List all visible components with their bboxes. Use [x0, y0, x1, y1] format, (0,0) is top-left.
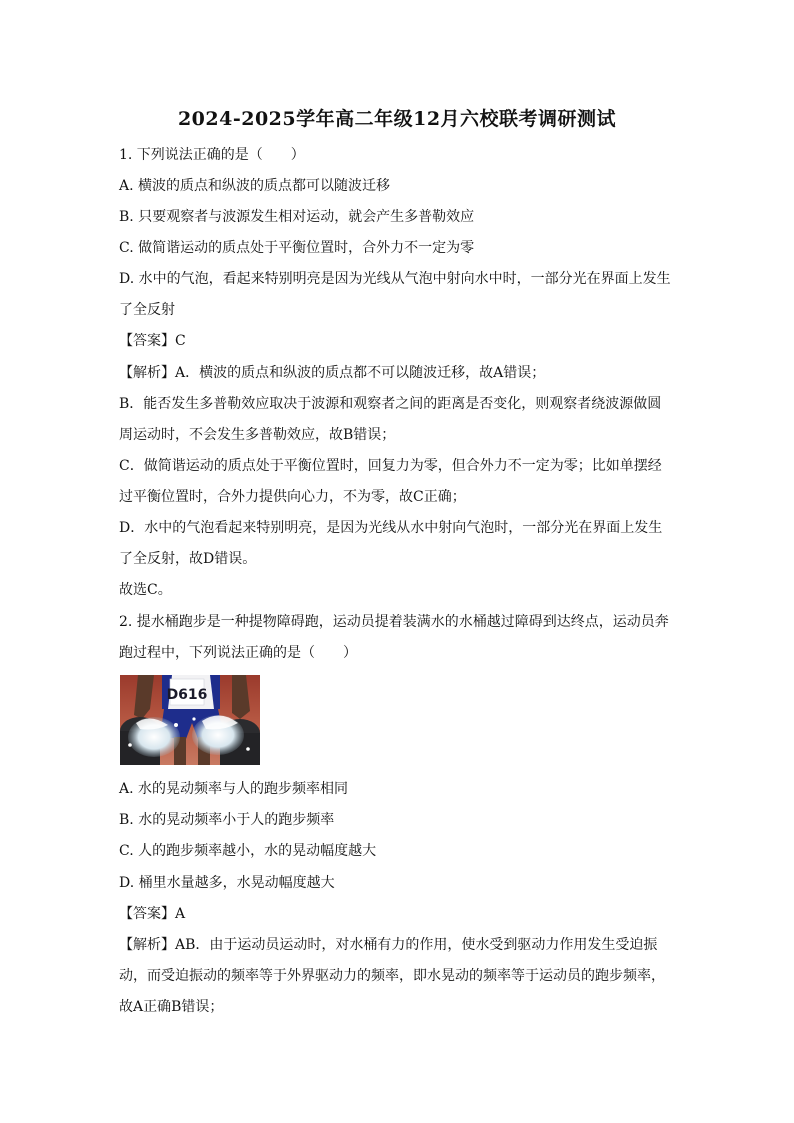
question-2-option-b: B. 水的晃动频率小于人的跑步频率	[119, 812, 335, 828]
question-1-analysis-line: 了全反射，故D错误。	[119, 551, 257, 567]
question-1-analysis-line: D．水中的气泡看起来特别明亮，是因为光线从水中射向气泡时，一部分光在界面上发生	[119, 520, 663, 536]
question-1-analysis-line: 过平衡位置时，合外力提供向心力，不为零，故C正确；	[119, 489, 466, 505]
question-1-stem: 1. 下列说法正确的是（ ）	[119, 147, 305, 163]
question-2-analysis-line: 【解析】AB．由于运动员运动时，对水桶有力的作用，使水受到驱动力作用发生受迫振	[119, 937, 658, 953]
question-2-option-a: A. 水的晃动频率与人的跑步频率相同	[119, 781, 349, 797]
question-2-stem-cont: 跑过程中，下列说法正确的是（ ）	[119, 645, 357, 661]
question-1-analysis-line: C．做简谐运动的质点处于平衡位置时，回复力为零，但合外力不一定为零；比如单摆经	[119, 458, 662, 474]
question-1-conclusion: 故选C。	[119, 582, 172, 598]
question-2-option-c: C. 人的跑步频率越小，水的晃动幅度越大	[119, 843, 377, 859]
question-2-analysis-line: 故A正确B错误；	[119, 999, 224, 1015]
bib-number: D616	[166, 687, 208, 703]
question-2-stem: 2. 提水桶跑步是一种提物障碍跑，运动员提着装满水的水桶越过障碍到达终点，运动员奔	[119, 614, 669, 630]
question-1-analysis-line: 【解析】A．横波的质点和纵波的质点都不可以随波迁移，故A错误；	[119, 365, 546, 381]
question-2-answer: 【答案】A	[119, 906, 186, 922]
question-1-answer: 【答案】C	[119, 333, 186, 349]
question-1-option-c: C. 做简谐运动的质点处于平衡位置时，合外力不一定为零	[119, 240, 475, 256]
runner-water-bucket-photo	[120, 675, 260, 765]
question-2-option-d: D. 桶里水量越多，水晃动幅度越大	[119, 875, 335, 891]
question-1-option-d-cont: 了全反射	[119, 302, 175, 318]
question-1-analysis-line: B．能否发生多普勒效应取决于波源和观察者之间的距离是否变化，则观察者绕波源做圆	[119, 396, 662, 412]
question-1-option-d: D. 水中的气泡，看起来特别明亮是因为光线从气泡中射向水中时，一部分光在界面上发生	[119, 271, 671, 287]
question-2-analysis-line: 动，而受迫振动的频率等于外界驱动力的频率，即水晃动的频率等于运动员的跑步频率，	[119, 968, 665, 984]
question-1-option-b: B. 只要观察者与波源发生相对运动，就会产生多普勒效应	[119, 209, 475, 225]
question-1-analysis-line: 周运动时，不会发生多普勒效应，故B错误；	[119, 427, 396, 443]
question-1-option-a: A. 横波的质点和纵波的质点都可以随波迁移	[119, 178, 391, 194]
page-title: 2024-2025学年高二年级12月六校联考调研测试	[177, 108, 617, 130]
